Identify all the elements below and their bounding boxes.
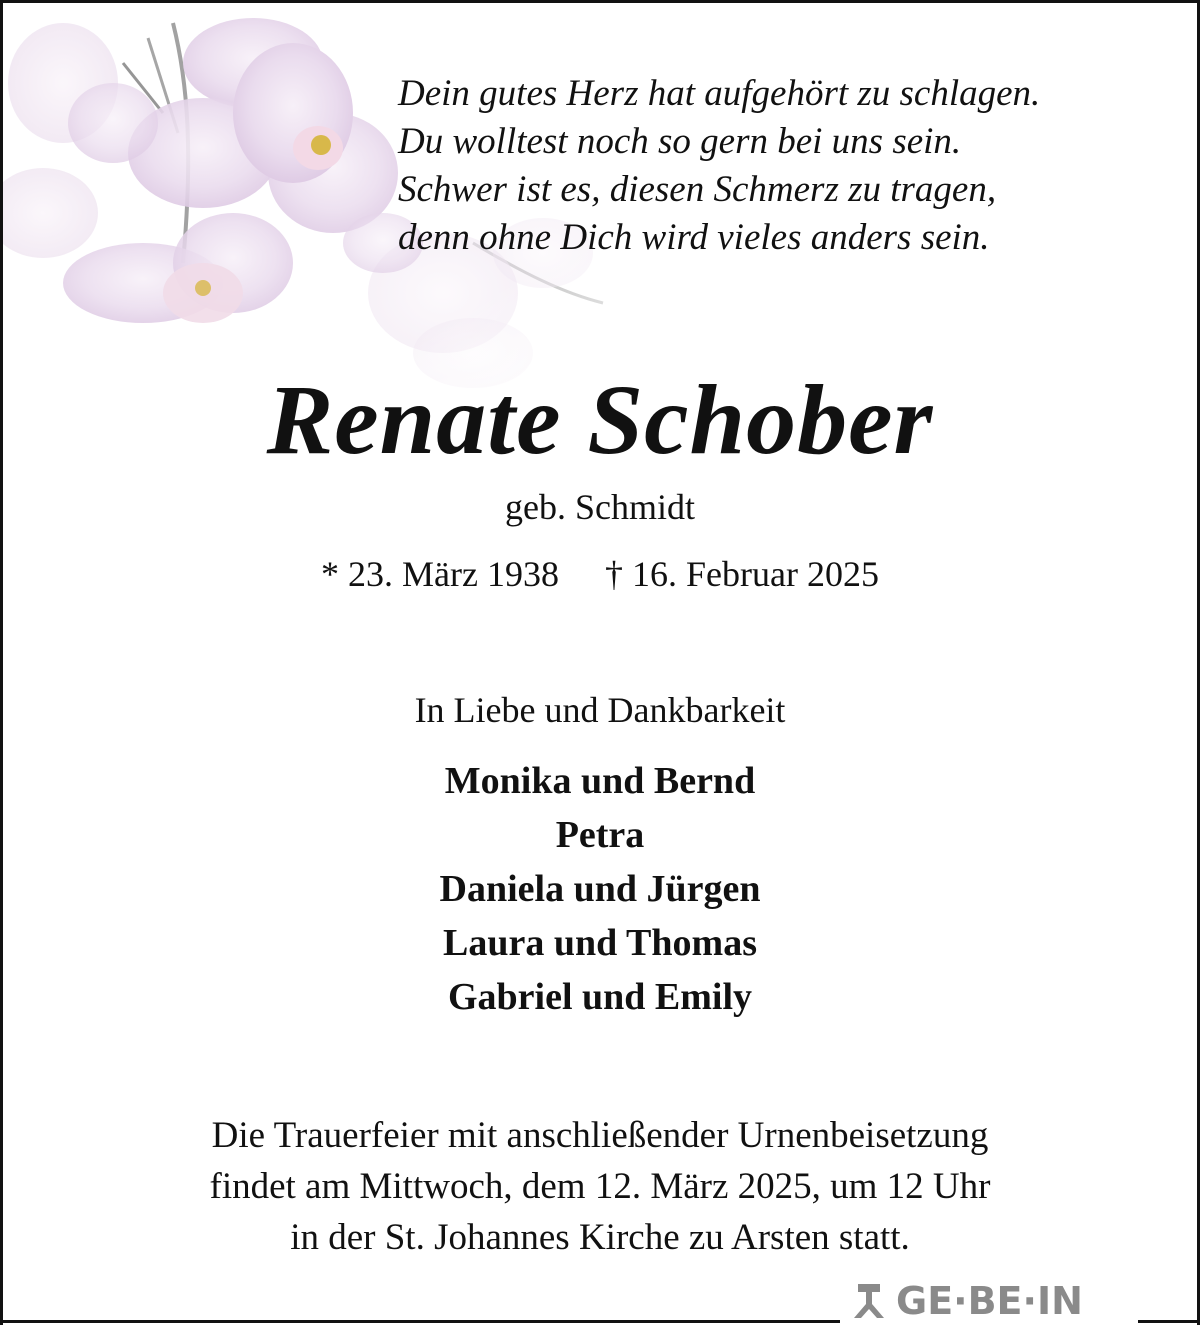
mourner-name: Daniela und Jürgen <box>439 868 761 910</box>
mourner-name: Gabriel und Emily <box>447 976 753 1018</box>
service-line: findet am Mittwoch, dem 12. März 2025, um 12 Uhr <box>209 1166 991 1207</box>
logo-wordmark: GE·BE·IN <box>896 1279 1083 1323</box>
bottom-rule <box>0 1320 840 1323</box>
maiden-name: geb. Schmidt <box>505 487 695 527</box>
bottom-rule-end <box>1138 1320 1200 1323</box>
poem-line: Du wolltest noch so gern bei uns sein. <box>398 121 962 162</box>
service-details <box>0 1110 1200 1263</box>
poem <box>398 70 1178 262</box>
mourner-name: Petra <box>555 814 645 856</box>
deceased-name: Renate Schober <box>266 364 934 475</box>
birth-date: * 23. März 1938 <box>321 554 559 594</box>
mourner-name: Monika und Bernd <box>444 760 756 802</box>
gebein-logo-icon <box>850 1282 888 1320</box>
mourners-intro: In Liebe und Dankbarkeit <box>414 690 786 730</box>
publisher-logo <box>850 1278 1140 1324</box>
poem-line: Dein gutes Herz hat aufgehört zu schlagen. <box>398 73 1041 114</box>
mourners-list <box>0 754 1200 1024</box>
poem-line: Schwer ist es, diesen Schmerz zu tragen, <box>398 169 997 210</box>
service-line: Die Trauerfeier mit anschließender Urnenbeisetzung <box>211 1115 989 1156</box>
poem-line: denn ohne Dich wird vieles anders sein. <box>398 217 990 258</box>
mourner-name: Laura und Thomas <box>443 922 757 964</box>
life-dates <box>0 552 1200 596</box>
service-line: in der St. Johannes Kirche zu Arsten statt. <box>290 1217 910 1258</box>
death-date: † 16. Februar 2025 <box>605 554 879 594</box>
